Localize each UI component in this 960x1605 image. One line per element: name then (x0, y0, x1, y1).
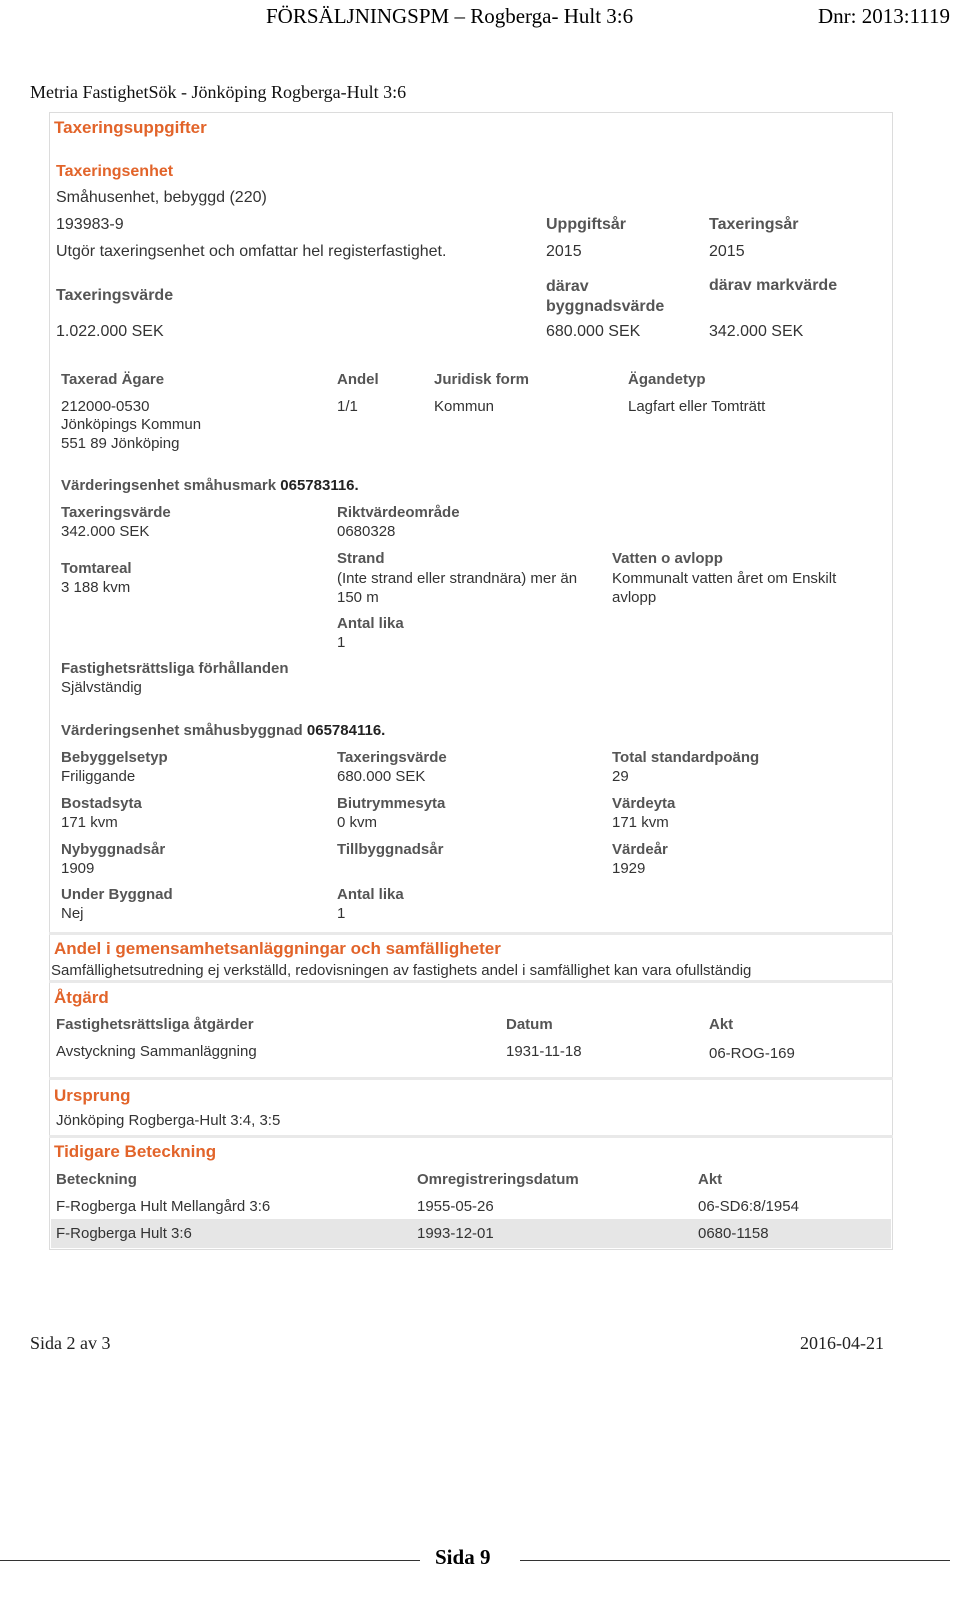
byggnad-taxeringsvarde-value: 680.000 SEK (337, 768, 426, 785)
forhallanden-value: Självständig (61, 679, 142, 696)
strand-label: Strand (337, 550, 385, 567)
riktvarde-value: 0680328 (337, 523, 396, 540)
tidigare-col-akt: Akt (698, 1171, 723, 1188)
akt-cell: 06-SD6:8/1954 (698, 1198, 799, 1215)
divider (520, 1560, 950, 1561)
divider (49, 1135, 893, 1138)
taxeringsar-label: Taxeringsår (709, 216, 799, 233)
mark-antal-lika-value: 1 (337, 634, 346, 651)
byggnad-heading-prefix: Värderingsenhet småhusbyggnad (61, 722, 303, 739)
ursprung-heading: Ursprung (54, 1086, 131, 1105)
divider (49, 980, 893, 983)
beteckning-cell: F-Rogberga Hult Mellangård 3:6 (56, 1198, 271, 1215)
mark-taxeringsvarde-value: 342.000 SEK (61, 523, 150, 540)
atgard-cell: Avstyckning Sammanläggning (56, 1043, 257, 1060)
forhallanden-label: Fastighetsrättsliga förhållanden (61, 660, 289, 677)
bostadsyta-label: Bostadsyta (61, 795, 142, 812)
mark-heading-prefix: Värderingsenhet småhusmark (61, 477, 277, 494)
header-dnr: Dnr: 2013:1119 (817, 4, 950, 28)
tomtareal-value: 3 188 kvm (61, 579, 131, 596)
biutrymmesyta-label: Biutrymmesyta (337, 795, 446, 812)
atgard-col-atgarder: Fastighetsrättsliga åtgärder (56, 1016, 254, 1033)
owner-col-form: Juridisk form (434, 371, 530, 388)
atgard-col-akt: Akt (709, 1016, 734, 1033)
tidigare-col-datum: Omregistreringsdatum (417, 1171, 579, 1188)
byggnad-taxeringsvarde-label: Taxeringsvärde (337, 749, 447, 766)
vardeyta-value: 171 kvm (612, 814, 669, 831)
samfallighet-text: Samfällighetsutredning ej verkställd, redovisningen av fastighets andel i samfällighet kan vara ofullständig (51, 962, 752, 979)
owner-type: Lagfart eller Tomträtt (628, 398, 766, 415)
taxeringsar-value: 2015 (709, 243, 745, 260)
document-title: Metria FastighetSök - Jönköping Rogberga-Hult 3:6 (30, 82, 407, 102)
mark-heading (61, 477, 359, 494)
taxering-heading: Taxeringsuppgifter (54, 118, 207, 137)
enhet-desc: Utgör taxeringsenhet och omfattar hel registerfastighet. (56, 243, 447, 260)
owner-col-andel: Andel (337, 371, 379, 388)
uppgiftsar-label: Uppgiftsår (546, 216, 626, 233)
strand-value: (Inte strand eller strandnära) mer än 150 m (337, 570, 578, 606)
biutrymmesyta-value: 0 kvm (337, 814, 378, 831)
uppgiftsar-value: 2015 (546, 243, 582, 260)
akt-cell: 06-ROG-169 (709, 1045, 795, 1062)
header-title: FÖRSÄLJNINGSPM – Rogberga- Hult 3:6 (266, 4, 634, 28)
taxeringsvarde-value: 1.022.000 SEK (56, 323, 164, 340)
akt-cell: 0680-1158 (698, 1225, 769, 1242)
beteckning-cell: F-Rogberga Hult 3:6 (56, 1225, 192, 1242)
owner-address: 551 89 Jönköping (61, 435, 180, 452)
byggnad-antal-lika-label: Antal lika (337, 886, 404, 903)
owner-form: Kommun (434, 398, 495, 415)
vatten-value: Kommunalt vatten året om Enskilt avlopp (612, 570, 837, 606)
divider (49, 1077, 893, 1080)
ursprung-value: Jönköping Rogberga-Hult 3:4, 3:5 (56, 1112, 281, 1129)
vardeyta-label: Värdeyta (612, 795, 676, 812)
byggnad-antal-lika-value: 1 (337, 905, 346, 922)
bebyggelsetyp-label: Bebyggelsetyp (61, 749, 168, 766)
divider (0, 1560, 420, 1561)
standardpoang-value: 29 (612, 768, 629, 785)
bostadsyta-value: 171 kvm (61, 814, 118, 831)
datum-cell: 1955-05-26 (417, 1198, 494, 1215)
byggnad-heading (61, 722, 385, 739)
atgard-col-datum: Datum (506, 1016, 553, 1033)
tillbyggnadsar-label: Tillbyggnadsår (337, 841, 444, 858)
mark-heading-id: 065783116. (280, 477, 359, 494)
samfallighet-heading: Andel i gemensamhetsanläggningar och samfälligheter (54, 939, 501, 958)
bebyggelsetyp-value: Friliggande (61, 768, 136, 785)
byggnad-heading-id: 065784116. (306, 722, 386, 739)
riktvarde-label: Riktvärdeområde (337, 504, 460, 521)
under-byggnad-label: Under Byggnad (61, 886, 173, 903)
owner-andel: 1/1 (337, 398, 358, 415)
byggnadsvarde-label: därav byggnadsvärde (546, 278, 665, 315)
page-number: Sida 9 (435, 1545, 491, 1569)
vardear-value: 1929 (612, 860, 646, 877)
mark-taxeringsvarde-label: Taxeringsvärde (61, 504, 171, 521)
enhet-id: 193983-9 (56, 216, 124, 233)
divider (49, 932, 893, 935)
owner-id: 212000-0530 (61, 398, 150, 415)
tomtareal-label: Tomtareal (61, 560, 132, 577)
tidigare-heading: Tidigare Beteckning (54, 1142, 217, 1161)
mark-antal-lika-label: Antal lika (337, 615, 404, 632)
datum-cell: 1931-11-18 (506, 1043, 582, 1060)
footer-date: 2016-04-21 (800, 1333, 884, 1353)
footer-page-of: Sida 2 av 3 (30, 1333, 111, 1353)
owner-col-owner: Taxerad Ägare (61, 371, 165, 388)
datum-cell: 1993-12-01 (417, 1225, 494, 1242)
taxeringsenhet-heading: Taxeringsenhet (56, 163, 174, 180)
byggnadsvarde-value: 680.000 SEK (546, 323, 641, 340)
taxeringsvarde-label: Taxeringsvärde (56, 287, 174, 304)
markvarde-label: därav markvärde (709, 277, 838, 294)
vardear-label: Värdeår (612, 841, 668, 858)
under-byggnad-value: Nej (61, 905, 84, 922)
vatten-label: Vatten o avlopp (612, 550, 723, 567)
standardpoang-label: Total standardpoäng (612, 749, 760, 766)
tidigare-col-beteckning: Beteckning (56, 1171, 137, 1188)
owner-col-type: Ägandetyp (628, 371, 706, 388)
owner-name: Jönköpings Kommun (61, 416, 202, 433)
nybyggnadsar-value: 1909 (61, 860, 95, 877)
nybyggnadsar-label: Nybyggnadsår (61, 841, 166, 858)
markvarde-value: 342.000 SEK (709, 323, 804, 340)
enhet-type: Småhusenhet, bebyggd (220) (56, 189, 267, 206)
atgard-heading: Åtgärd (54, 988, 109, 1007)
